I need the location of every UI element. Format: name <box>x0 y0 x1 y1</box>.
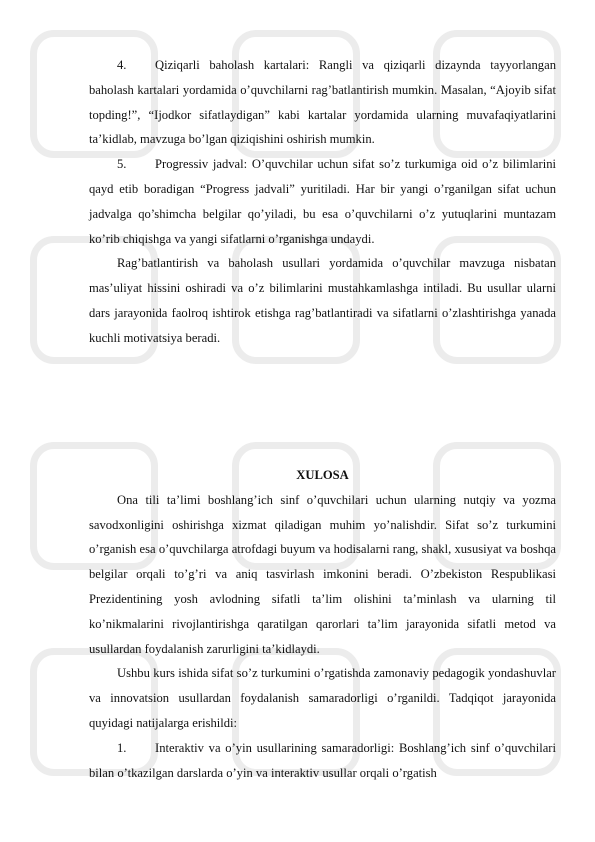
list-item-5 <box>89 152 556 251</box>
section-heading: XULOSA <box>296 468 349 482</box>
paragraph-text: Ushbu kurs ishida sifat so’z turkumini o’rgatishda zamonaviy pedagogik yondashuvlar va innovatsion usullardan foydalanish samaradorligi o’rganildi. Tadqiqot jarayonida quyidagi natijalarga erishildi: <box>89 666 556 730</box>
conclusion-section <box>89 463 556 785</box>
paragraph-text: Ona tili ta’limi boshlang’ich sinf o’quvchilari uchun ularning nutqiy va yozma savodxonligini oshirishga xizmat qiladigan muhim yo’nalishdir. Sifat so’z turkumini o’rganish esa o’quvchilarga atrofdagi buyum va hodisalarni rang, shakl, xususiyat va boshqa belgilar orqali to’g’ri va aniq tasvirlash imkonini beradi. O’zbekiston Respublikasi Prezidentining yosh avlodning sifatli ta’lim olishini ta’minlash va ularning til ko’nikmalarini rivojlantirishga qaratilgan qarorlari ta’lim jarayonida sifatli metod va usullardan foydalanish zarurligini ta’kidlaydi. <box>89 492 556 656</box>
paragraph <box>89 661 556 735</box>
paragraph-text: Progressiv jadval: O’quvchilar uchun sifat so’z turkumiga oid o’z bilimlarini qayd etib boradigan “Progress jadvali” yuritiladi. Har bir yangi o’rganilgan sifat uchun jadvalga qo’shimcha belgilar qo’yiladi, bu esa o’quvchilarni o’z yutuqlarini muntazam ko’rib chiqishga va yangi sifatlarni o’rganishga undaydi. <box>89 157 556 246</box>
paragraph <box>89 488 556 662</box>
paragraph <box>89 251 556 350</box>
paragraph-text: Qiziqarli baholash kartalari: Rangli va qiziqarli dizaynda tayyorlangan baholash kartalari yordamida o’quvchilarni rag’batlantirish mumkin. Masalan, “Ajoyib sifat topding!”, “Ijodkor sifatlaydigan” kabi kartalar yordamida ularning muvafaqiyatlarini ta’kidlab, mavzuga bo’lgan qiziqishini oshirish mumkin. <box>89 58 556 147</box>
list-number: 5. <box>117 157 127 172</box>
body-section-top <box>89 53 556 351</box>
list-number: 1. <box>117 740 127 755</box>
list-item-4 <box>89 53 556 152</box>
paragraph-text: Interaktiv va o’yin usullarining samaradorligi: Boshlang’ich sinf o’quvchilari bilan o’tkazilgan darslarda o’yin va interaktiv usullar orqali o’rgatish <box>89 740 556 780</box>
paragraph-text: Rag’batlantirish va baholash usullari yordamida o’quvchilar mavzuga nisbatan mas’uliyat hissini oshiradi va o’z bilimlarini mustahkamlashga intiladi. Bu usullar ularni dars jarayonida faolroq ishtirok etishga rag’batlantiradi va sifatlarni o’zlashtirishga yanada kuchli motivatsiya beradi. <box>89 256 556 345</box>
list-number: 4. <box>117 58 127 72</box>
list-item-1 <box>89 736 556 786</box>
